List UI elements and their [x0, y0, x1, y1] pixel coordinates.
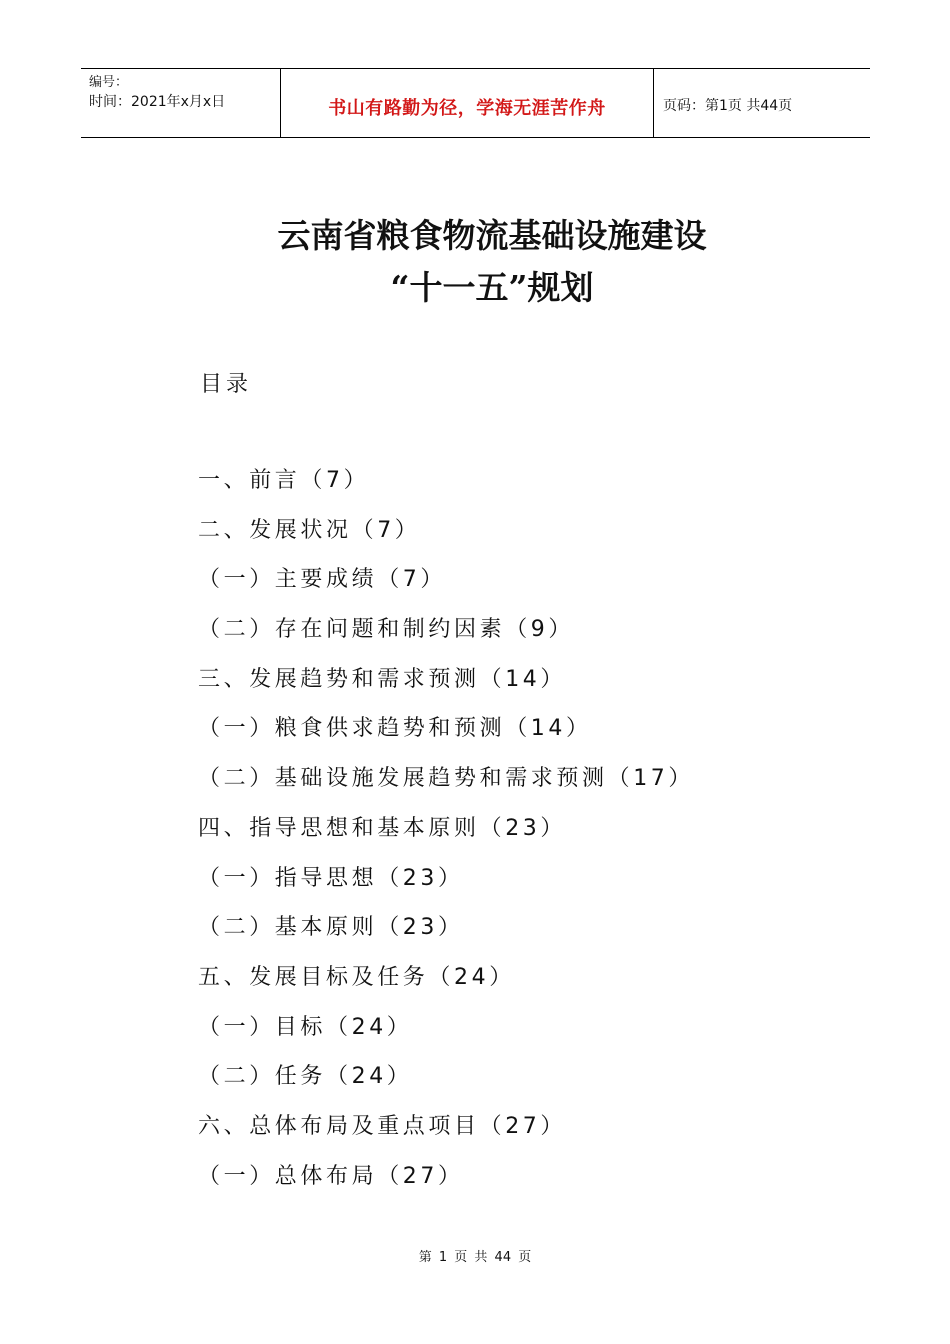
toc-item[interactable]: （二）基本原则（23） — [198, 915, 464, 941]
document-title-line-1: 云南省粮食物流基础设施建设 — [277, 216, 707, 255]
header-page-info: 页码：第1页 共44页 — [663, 98, 793, 114]
header-left-cell — [81, 69, 281, 137]
toc-item[interactable]: 五、发展目标及任务（24） — [198, 964, 515, 990]
toc-item[interactable]: （一）目标（24） — [198, 1014, 413, 1040]
table-of-contents — [198, 464, 694, 1209]
toc-item[interactable]: （二）任务（24） — [198, 1064, 413, 1090]
document-date: 时间：2021年x月x日 — [89, 94, 226, 110]
toc-item[interactable]: 四、指导思想和基本原则（23） — [198, 815, 566, 841]
document-code-label: 编号： — [89, 75, 129, 90]
toc-item[interactable]: 一、前言（7） — [198, 468, 370, 493]
header-middle-cell — [281, 69, 654, 137]
toc-item[interactable]: 六、总体布局及重点项目（27） — [198, 1113, 566, 1139]
toc-item[interactable]: （二）存在问题和制约因素（9） — [198, 617, 574, 643]
toc-item[interactable]: （二）基础设施发展趋势和需求预测（17） — [198, 766, 694, 792]
toc-item[interactable]: 二、发展状况（7） — [198, 517, 421, 543]
page-footer: 第 1 页 共 44 页 — [418, 1250, 532, 1265]
toc-item[interactable]: 三、发展趋势和需求预测（14） — [198, 666, 566, 692]
toc-item[interactable]: （一）指导思想（23） — [198, 865, 464, 891]
header-right-cell — [654, 69, 870, 137]
header-motto: 书山有路勤为径，学海无涯苦作舟 — [328, 98, 606, 119]
toc-item[interactable]: （一）总体布局（27） — [198, 1163, 464, 1189]
page-header — [81, 68, 870, 138]
toc-heading: 目录 — [200, 372, 253, 397]
toc-item[interactable]: （一）粮食供求趋势和预测（14） — [198, 716, 592, 742]
document-title-line-2: “十一五”规划 — [390, 268, 594, 307]
toc-item[interactable]: （一）主要成绩（7） — [198, 567, 446, 593]
